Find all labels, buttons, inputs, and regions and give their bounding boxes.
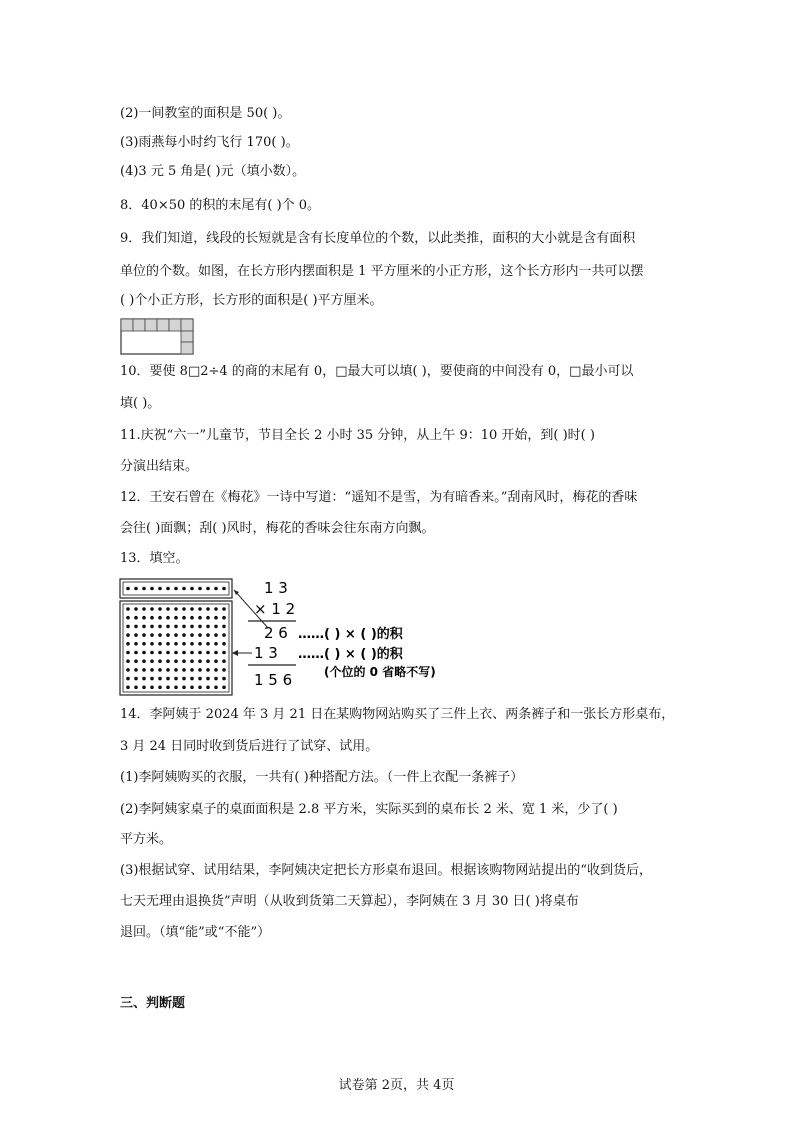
dot [150,677,154,681]
dot [206,642,210,646]
q9-line1: 9．我们知道，线段的长短就是含有长度单位的个数，以此类推，面积的大小就是含有面积 [120,231,636,246]
dot [174,616,178,620]
dot [214,633,218,637]
dot [142,625,146,629]
dot [142,668,146,672]
dot [150,659,154,663]
dot [214,677,218,681]
q8: 8．40×50 的积的末尾有( )个 0。 [120,198,321,213]
dot [182,659,186,663]
dot [198,642,202,646]
dot [206,677,210,681]
dot [150,625,154,629]
dot [174,607,178,611]
dot [158,659,162,663]
dot [158,651,162,655]
dot [174,642,178,646]
dot [182,686,186,690]
dot [150,651,154,655]
dot [174,677,178,681]
dot [198,633,202,637]
dot [142,633,146,637]
dot [142,651,146,655]
dot [142,659,146,663]
dot [166,607,170,611]
dot [142,607,146,611]
dot [166,616,170,620]
dot [174,686,178,690]
dot [214,659,218,663]
dot [174,659,178,663]
dot [214,625,218,629]
q7-4: (4)3 元 5 角是( )元（填小数）。 [120,164,306,179]
dot [158,587,162,591]
dot [214,668,218,672]
dot [158,677,162,681]
q14-line2: 3 月 24 日同时收到货后进行了试穿、试用。 [120,739,379,754]
q9-line3: ( )个小正方形，长方形的面积是( )平方厘米。 [120,293,383,308]
dot [190,625,194,629]
dot [182,587,186,591]
dot [198,587,202,591]
dot [134,625,138,629]
dot [182,616,186,620]
dot [198,668,202,672]
dot [182,642,186,646]
dot [206,659,210,663]
dot [174,668,178,672]
dot [190,587,194,591]
dot [198,651,202,655]
dot [206,616,210,620]
dot [158,616,162,620]
dot [190,616,194,620]
dot [190,642,194,646]
dot [190,677,194,681]
q7-3: (3)雨燕每小时约飞行 170( )。 [120,135,299,150]
dot [222,686,226,690]
q14-3-line2: 七天无理由退换货”声明（从收到货第二天算起），李阿姨在 3 月 30 日( )将桌布 [120,894,579,909]
dot [206,607,210,611]
dot [206,633,210,637]
dot [190,607,194,611]
dot [222,625,226,629]
dot [158,668,162,672]
dot [190,659,194,663]
dot [222,607,226,611]
dot [126,633,130,637]
dot [222,642,226,646]
dot [150,668,154,672]
dot [150,633,154,637]
q9-rectangle-figure [120,318,196,356]
q14-line1: 14．李阿姨于 2024 年 3 月 21 日在某购物网站购买了三件上衣、两条裤子和一张长方形桌布， [120,707,675,722]
dot [214,651,218,655]
dot [182,625,186,629]
dot [166,659,170,663]
dot [142,616,146,620]
product-result: 1 5 6 [254,671,293,689]
dot [158,625,162,629]
dot [222,651,226,655]
dot [150,607,154,611]
q11-line1: 11.庆祝“六一”儿童节，节目全长 2 小时 35 分钟，从上午 9：10 开始，到( )时( ) [120,428,595,443]
dot [126,642,130,646]
q10-line1: 10．要使 8□2÷4 的商的末尾有 0，□最大可以填( )，要使商的中间没有 0，□最小可以 [120,364,634,379]
dot [222,633,226,637]
dot [158,686,162,690]
dot [142,642,146,646]
dot [142,686,146,690]
dot [174,625,178,629]
q13-title: 13．填空。 [120,551,189,566]
dot [134,587,138,591]
partial-product-1: 2 6 [264,624,288,642]
dot [150,616,154,620]
dot [182,677,186,681]
partial-product-2-label: ……( ) × ( )的积 [298,647,403,662]
dot [190,651,194,655]
dot [166,677,170,681]
dot [198,616,202,620]
dot [150,686,154,690]
dot [150,642,154,646]
q14-1: (1)李阿姨购买的衣服，一共有( )种搭配方法。（一件上衣配一条裤子） [120,770,524,785]
dot [142,677,146,681]
dot [190,686,194,690]
dot [166,651,170,655]
dot [134,642,138,646]
dot [134,677,138,681]
dot [214,607,218,611]
dot [214,587,218,591]
dot [134,651,138,655]
dot [174,633,178,637]
dot [126,686,130,690]
dot [166,668,170,672]
dot [126,659,130,663]
dot [166,625,170,629]
q12-line1: 12．王安石曾在《梅花》一诗中写道：“遥知不是雪，为有暗香来。”刮南风时，梅花的香味 [120,490,638,505]
dot [182,651,186,655]
section-title-judgment: 三、判断题 [120,996,186,1011]
dot [142,587,146,591]
dot [174,587,178,591]
multiplier: × 1 2 [254,600,296,618]
q14-3-line3: 退回。（填“能”或“不能”） [120,925,271,940]
dot [166,642,170,646]
multiplicand: 1 3 [264,579,288,597]
partial-product-1-label: ……( ) × ( )的积 [298,627,403,642]
dot [158,642,162,646]
dot [206,651,210,655]
dot [182,607,186,611]
dot [198,686,202,690]
dot [222,616,226,620]
q12-line2: 会往( )面飘；刮( )风时，梅花的香味会往东南方向飘。 [120,521,435,536]
dot [222,587,226,591]
dot [222,668,226,672]
dot [214,616,218,620]
dot [134,686,138,690]
dot [206,625,210,629]
dot [198,625,202,629]
dot [150,587,154,591]
q14-3-line1: (3)根据试穿、试用结果，李阿姨决定把长方形桌布退回。根据该购物网站提出的“收到货后， [120,863,653,878]
dot [134,633,138,637]
dot [214,686,218,690]
dot [126,625,130,629]
dot [126,677,130,681]
partial-product-2: 1 3 [254,644,278,662]
dot [126,607,130,611]
q10-line2: 填( )。 [120,396,161,411]
dot [158,607,162,611]
q14-2-line1: (2)李阿姨家桌子的桌面面积是 2.8 平方米，实际买到的桌布长 2 米、宽 1 米，少了( ) [120,802,618,817]
dot [134,668,138,672]
dot [174,651,178,655]
dot [126,651,130,655]
dot [190,633,194,637]
dot [206,587,210,591]
q7-2: (2)一间教室的面积是 50( )。 [120,106,291,121]
dot [198,607,202,611]
dot [134,659,138,663]
dot [134,616,138,620]
dot [126,616,130,620]
dot [206,668,210,672]
dot [198,677,202,681]
dot [182,633,186,637]
dot [206,686,210,690]
dot [182,668,186,672]
q9-line2: 单位的个数。如图，在长方形内摆面积是 1 平方厘米的小正方形，这个长方形内一共可以摆 [120,264,644,279]
dot [190,668,194,672]
q11-line2: 分演出结束。 [120,459,199,474]
dot [222,659,226,663]
q13-multiplication-figure [118,576,498,698]
dot [222,677,226,681]
dot [166,587,170,591]
dot [214,642,218,646]
dot [166,686,170,690]
dot [134,607,138,611]
dot [158,633,162,637]
partial-note: (个位的 0 省略不写) [324,665,436,679]
page-footer: 试卷第 2页，共 4页 [338,1078,455,1093]
dot [126,587,130,591]
dot [126,668,130,672]
q14-2-line2: 平方米。 [120,832,173,847]
dot [198,659,202,663]
dot [166,633,170,637]
